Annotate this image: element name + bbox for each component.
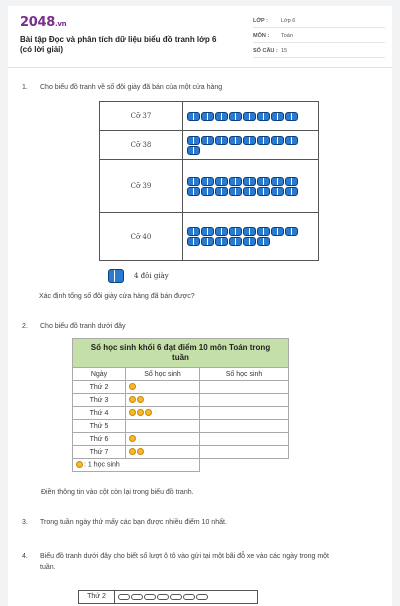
pictograph-icons [183,160,319,213]
shoe-icon [285,227,298,236]
pictograph-icons [183,131,319,160]
question-1-prompt: Xác định tổng số đôi giày cửa hàng đã bán được? [39,293,195,300]
smiley-icon [129,383,136,390]
shoe-icon [243,237,256,246]
question-number: 3. [22,519,28,526]
shoe-legend [107,268,169,283]
day-cell: Thứ 2 [73,381,126,394]
car-icon [131,594,143,600]
meta-value: 15 [281,47,288,54]
shoe-icon [271,177,284,186]
table-row [73,446,289,459]
smiley-icon [137,396,144,403]
day-cell: Thứ 7 [73,446,126,459]
shoe-icon [257,237,270,246]
pictograph-row-label: Cỡ 38 [100,131,183,160]
table-title: Số học sinh khối 6 đạt điểm 10 môn Toán trong tuần [73,339,289,368]
car-pictograph-row [78,590,258,604]
shoe-icon [187,187,200,196]
shoe-icon [285,177,298,186]
shoe-icon [285,112,298,121]
shoe-icon [201,237,214,246]
shoe-icon [243,227,256,236]
smiley-icon [137,448,144,455]
shoe-icon [243,177,256,186]
day-cell: Thứ 6 [73,433,126,446]
table-row [73,381,289,394]
question-number: 4. [22,553,28,560]
shoe-icon [187,136,200,145]
question-text: Trong tuần ngày thứ mấy các bạn được nhiều điểm 10 nhất. [40,519,227,526]
shoe-icon [257,227,270,236]
shoe-icon [187,237,200,246]
smiley-cell [126,407,200,420]
day-cell: Thứ 3 [73,394,126,407]
shoe-icon [215,177,228,186]
shoe-icon [229,177,242,186]
smiley-legend [73,459,200,472]
shoe-icon [229,187,242,196]
shoe-icon [257,187,270,196]
question-4 [22,551,329,573]
smiley-icon [129,448,136,455]
shoe-icon [257,136,270,145]
shoe-icon [215,237,228,246]
car-icon [196,594,208,600]
day-cell: Thứ 4 [73,407,126,420]
car-icon [170,594,182,600]
question-1 [22,84,222,91]
smiley-icon [76,461,83,468]
meta-row-subject [253,29,385,43]
question-text-continued: tuần. [40,564,56,571]
shoe-icon [201,112,214,121]
shoe-icon [229,112,242,121]
pictograph-row-label: Cỡ 39 [100,160,183,213]
question-text: Biểu đồ tranh dưới đây cho biết số lượt ô tô vào gửi tại một bãi đỗ xe vào các ngày trong một [40,553,330,560]
score-pictograph-table [72,338,289,472]
pictograph-row-label: Cỡ 40 [100,213,183,261]
smiley-icon [129,409,136,416]
page-header [8,6,392,68]
answer-cell[interactable] [200,420,289,433]
column-header-day: Ngày [73,368,126,381]
shoe-icon [271,136,284,145]
shoe-icon [229,136,242,145]
column-header-pictures: Số học sinh [126,368,200,381]
pictograph-icons [183,213,319,261]
shoe-icon [243,112,256,121]
meta-key: SỐ CÂU : [253,47,278,54]
meta-value: Toán [281,32,293,39]
shoe-icon [229,237,242,246]
shoe-icon [215,112,228,121]
smiley-cell [126,446,200,459]
answer-cell[interactable] [200,407,289,420]
smiley-icon [145,409,152,416]
legend-text: 4 đôi giày [134,271,169,280]
table-row [73,407,289,420]
shoe-icon [108,269,124,283]
shoe-icon [201,227,214,236]
smiley-cell [126,381,200,394]
worksheet-page [8,6,392,606]
empty-cell [200,459,289,472]
shoe-icon [285,136,298,145]
day-cell: Thứ 5 [73,420,126,433]
meta-key: MÔN : [253,32,270,39]
shoe-icon [201,177,214,186]
car-icon [157,594,169,600]
shoe-icon [243,136,256,145]
site-logo[interactable] [20,15,66,30]
smiley-icon [129,435,136,442]
smiley-cell [126,394,200,407]
shoe-icon [187,227,200,236]
shoe-icon [187,146,200,155]
shoe-icon [243,187,256,196]
shoe-icon [215,136,228,145]
meta-row-class [253,14,385,28]
car-icon [144,594,156,600]
shoe-icon [229,227,242,236]
pictograph-row-label: Cỡ 37 [100,102,183,131]
table-row [73,420,289,433]
answer-cell[interactable] [200,446,289,459]
shoe-icon [187,112,200,121]
shoe-icon [257,177,270,186]
smiley-icon [137,409,144,416]
answer-cell[interactable] [200,394,289,407]
question-number: 2. [22,323,28,330]
smiley-cell [126,433,200,446]
shoe-icon [201,136,214,145]
question-text: Cho biểu đồ tranh về số đôi giày đã bán của một cửa hàng [40,84,223,91]
logo-suffix: .vn [54,20,67,28]
car-icons [115,594,208,600]
table-row [73,433,289,446]
answer-cell[interactable] [200,433,289,446]
shoe-icon [271,112,284,121]
car-icon [183,594,195,600]
shoe-icon [215,187,228,196]
meta-value: Lớp 6 [281,17,296,24]
document-meta [253,14,385,58]
question-2-instruction: Điền thông tin vào cột còn lại trong biểu đồ tranh. [41,489,194,496]
question-text: Cho biểu đồ tranh dưới đây [40,323,126,330]
question-number: 1. [22,84,28,91]
meta-key: LỚP : [253,17,268,24]
row-label: Thứ 2 [79,591,115,603]
car-icon [118,594,130,600]
table-row [73,394,289,407]
shoe-icon [285,187,298,196]
document-title: Bài tập Đọc và phân tích dữ liệu biểu đồ tranh lớp 6 (có lời giải) [20,35,217,54]
shoe-icon [271,227,284,236]
column-header-count: Số học sinh [200,368,289,381]
shoe-icon [271,187,284,196]
answer-cell[interactable] [200,381,289,394]
question-2 [22,323,126,330]
smiley-cell [126,420,200,433]
shoe-icon [187,177,200,186]
question-3 [22,519,227,526]
shoe-icon [257,112,270,121]
smiley-icon [129,396,136,403]
meta-row-question-count [253,44,385,58]
shoe-icon [201,187,214,196]
shoe-icon [215,227,228,236]
logo-text: 2048 [20,15,55,30]
pictograph-icons [183,102,319,131]
legend-text: : 1 học sinh [84,461,120,469]
shoe-pictograph [99,101,319,261]
